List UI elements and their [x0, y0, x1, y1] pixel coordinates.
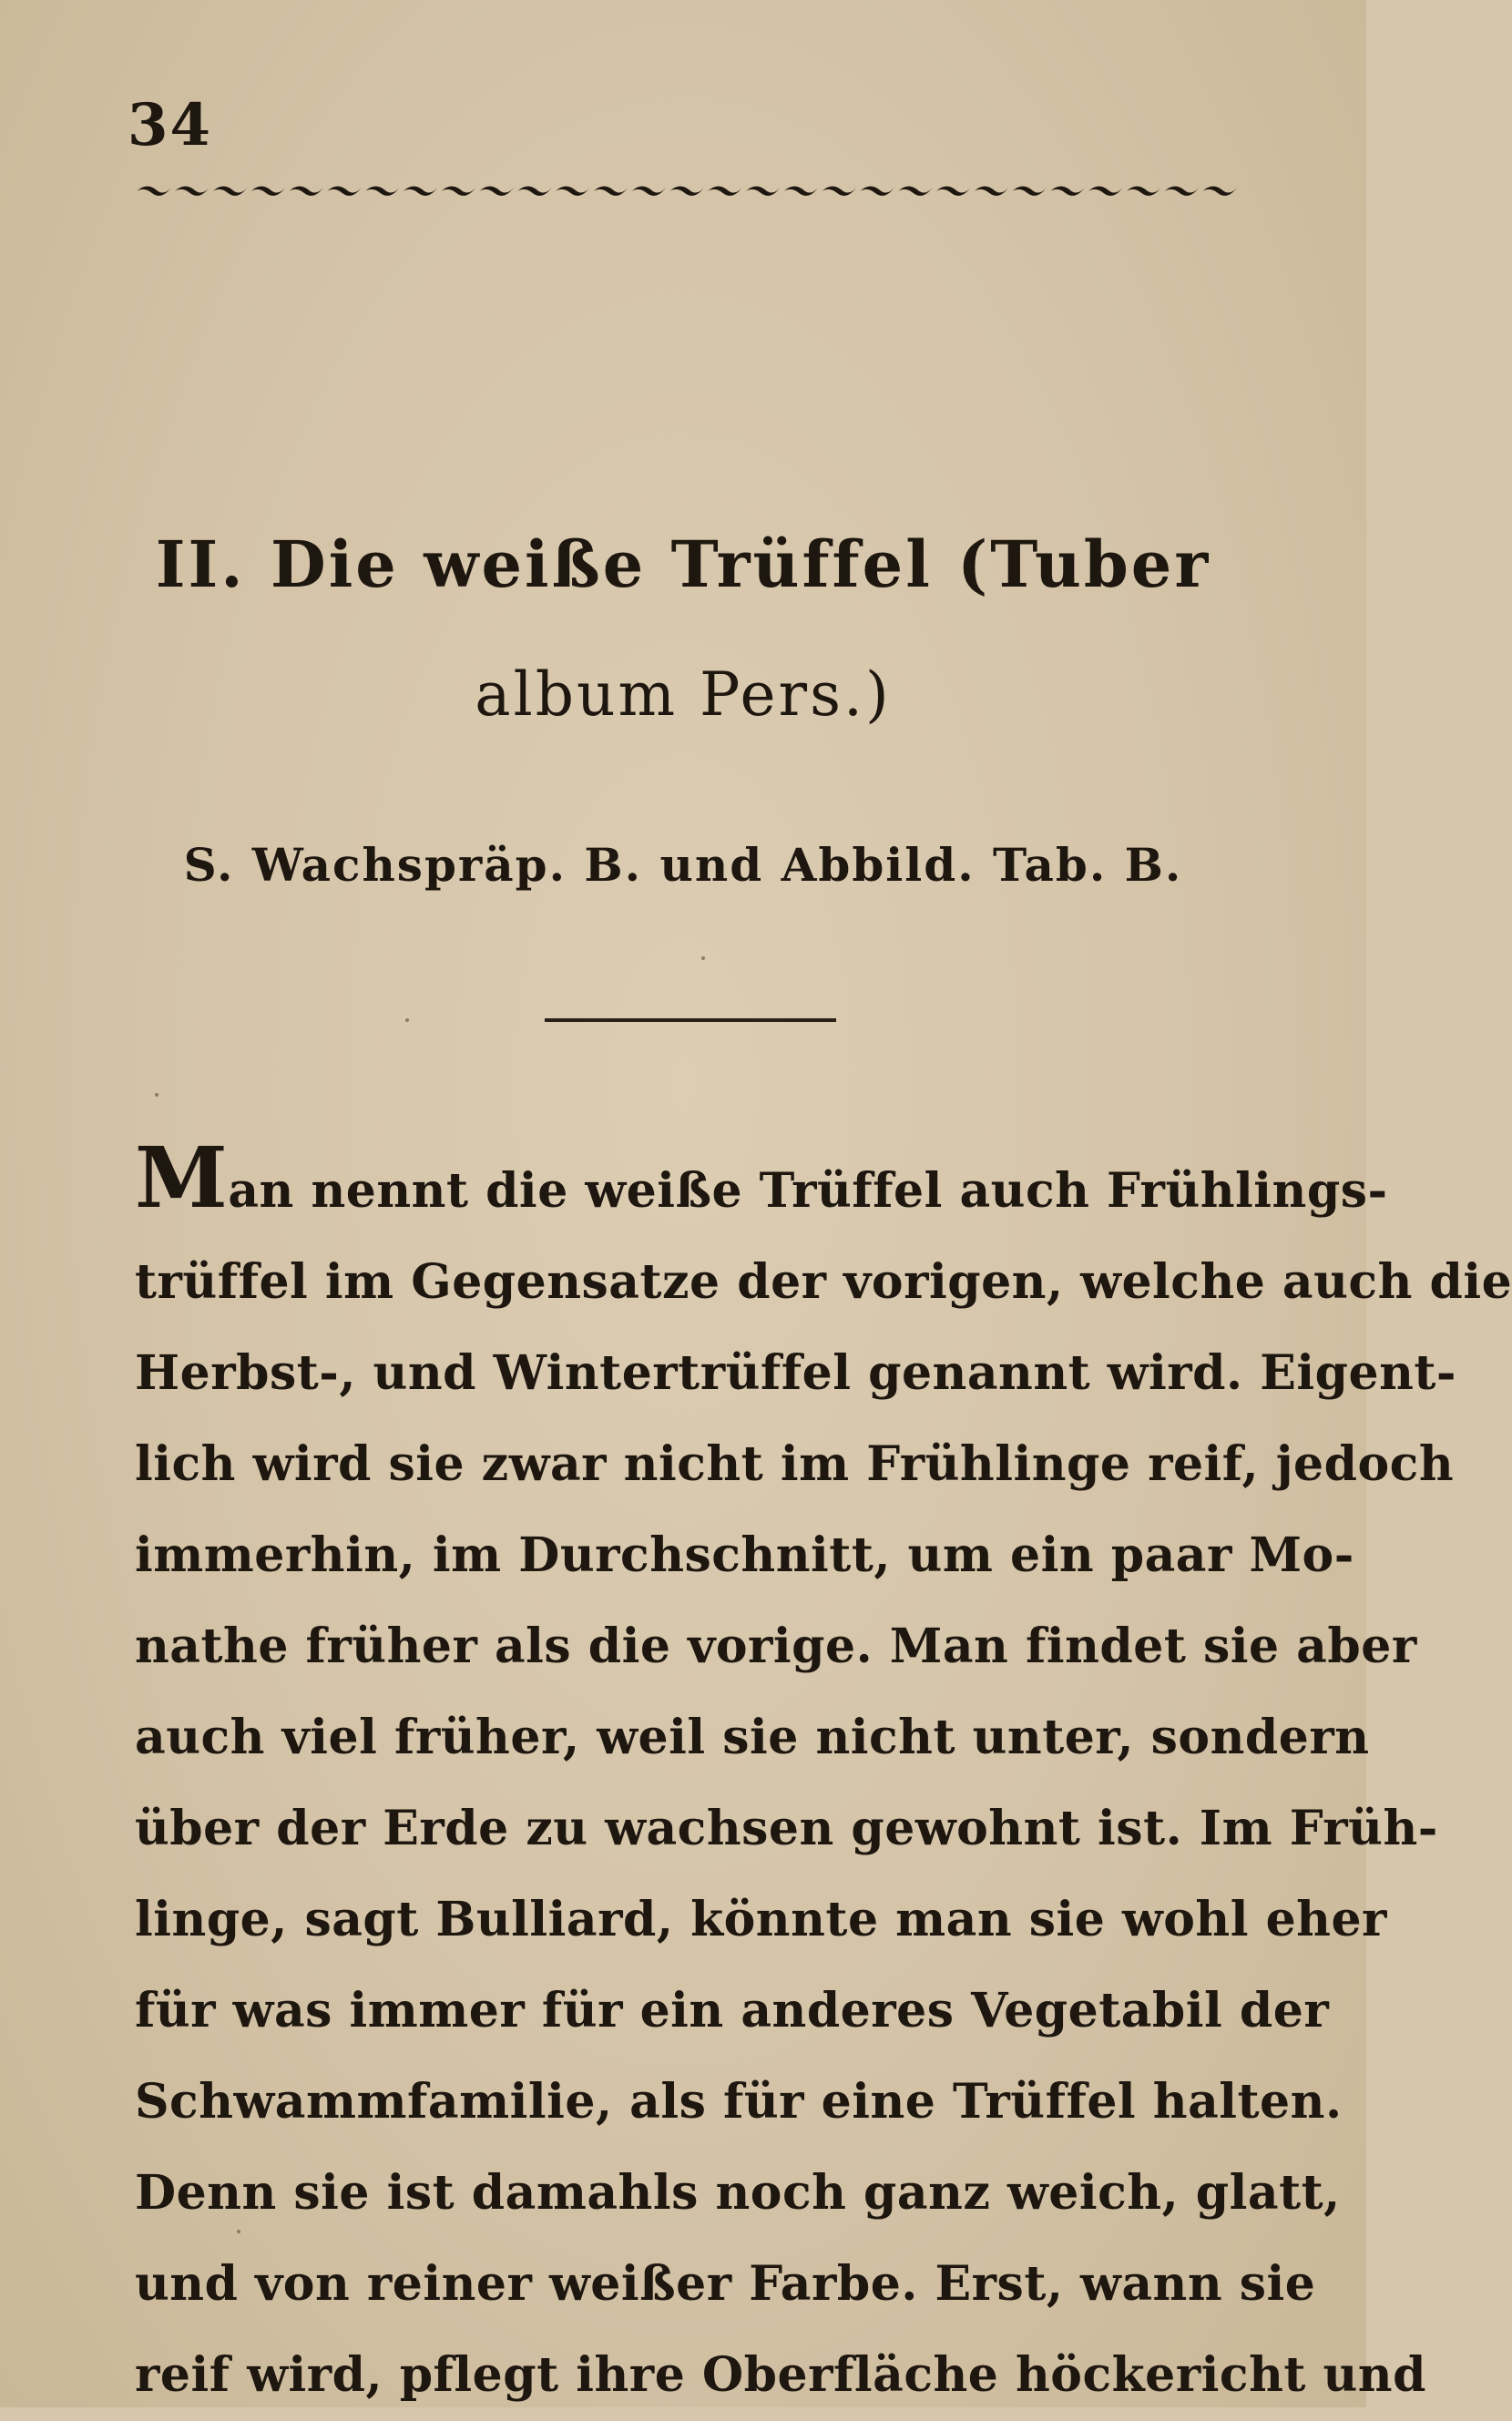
ornament-link [1202, 186, 1237, 195]
body-line: trüffel im Gegensatze der vorigen, welche auch die [135, 1254, 1512, 1310]
ornament-link [1127, 186, 1161, 195]
ornamental-rule [135, 179, 1239, 202]
ornament-link [669, 186, 704, 195]
body-line: für was immer für ein anderes Vegetabil der [135, 1983, 1330, 2038]
paper-speck [155, 1093, 158, 1097]
page-number: 34 [128, 91, 213, 159]
ornament-link [479, 186, 514, 195]
section-title-line-2: album Pers.) [475, 659, 892, 730]
ornament-link [783, 186, 818, 195]
ornament-link [556, 186, 590, 195]
body-line: auch viel früher, weil sie nicht unter, sondern [135, 1710, 1370, 1765]
ornament-link [1088, 186, 1123, 195]
body-line: und von reiner weißer Farbe. Erst, wann sie [135, 2256, 1316, 2312]
ornament-link [327, 186, 362, 195]
ornament-link [898, 186, 933, 195]
divider-rule [545, 1018, 836, 1022]
ornament-link [365, 186, 400, 195]
ornament-link [631, 186, 666, 195]
ornament-link [594, 186, 628, 195]
ornament-link [175, 186, 209, 195]
ornament-link [137, 186, 171, 195]
body-line: Denn sie ist damahls noch ganz weich, glatt, [135, 2165, 1341, 2221]
paper-speck [237, 2230, 240, 2233]
ornament-link [860, 186, 894, 195]
ornament-link [822, 186, 856, 195]
ornament-link [974, 186, 1008, 195]
body-line: Schwammfamilie, als für eine Trüffel halten. [135, 2074, 1343, 2130]
section-title-line-1: II. Die weiße Trüffel (Tuber [155, 526, 1211, 602]
ornament-link [936, 186, 971, 195]
ornament-link [708, 186, 742, 195]
ornament-link [441, 186, 475, 195]
paper-speck [701, 956, 705, 960]
ornament-link [1050, 186, 1085, 195]
body-line: reif wird, pflegt ihre Oberfläche höckericht und [135, 2347, 1426, 2403]
ornament-link [289, 186, 323, 195]
ornament-link [213, 186, 248, 195]
body-line: über der Erde zu wachsen gewohnt ist. Im Früh- [135, 1801, 1438, 1856]
body-line: Man nennt die weiße Trüffel auch Frühlings- [135, 1129, 1388, 1227]
body-line: Herbst-, und Wintertrüffel genannt wird. Eigent- [135, 1345, 1456, 1401]
body-line: nathe früher als die vorige. Man findet sie aber [135, 1619, 1417, 1674]
ornament-link [746, 186, 781, 195]
ornament-link [517, 186, 552, 195]
paper-speck [405, 1018, 409, 1022]
ornament-link [404, 186, 438, 195]
ornament-link [1012, 186, 1047, 195]
ornament-link [1164, 186, 1199, 195]
drop-cap-letter: M [135, 1129, 229, 1227]
body-line: lich wird sie zwar nicht im Frühlinge reif, jedoch [135, 1436, 1455, 1492]
body-line: immerhin, im Durchschnitt, um ein paar Mo- [135, 1527, 1354, 1583]
body-paragraph [135, 1129, 1512, 2421]
body-line: linge, sagt Bulliard, könnte man sie wohl eher [135, 1892, 1387, 1947]
plate-reference: S. Wachspräp. B. und Abbild. Tab. B. [183, 838, 1183, 892]
ornament-link [250, 186, 285, 195]
